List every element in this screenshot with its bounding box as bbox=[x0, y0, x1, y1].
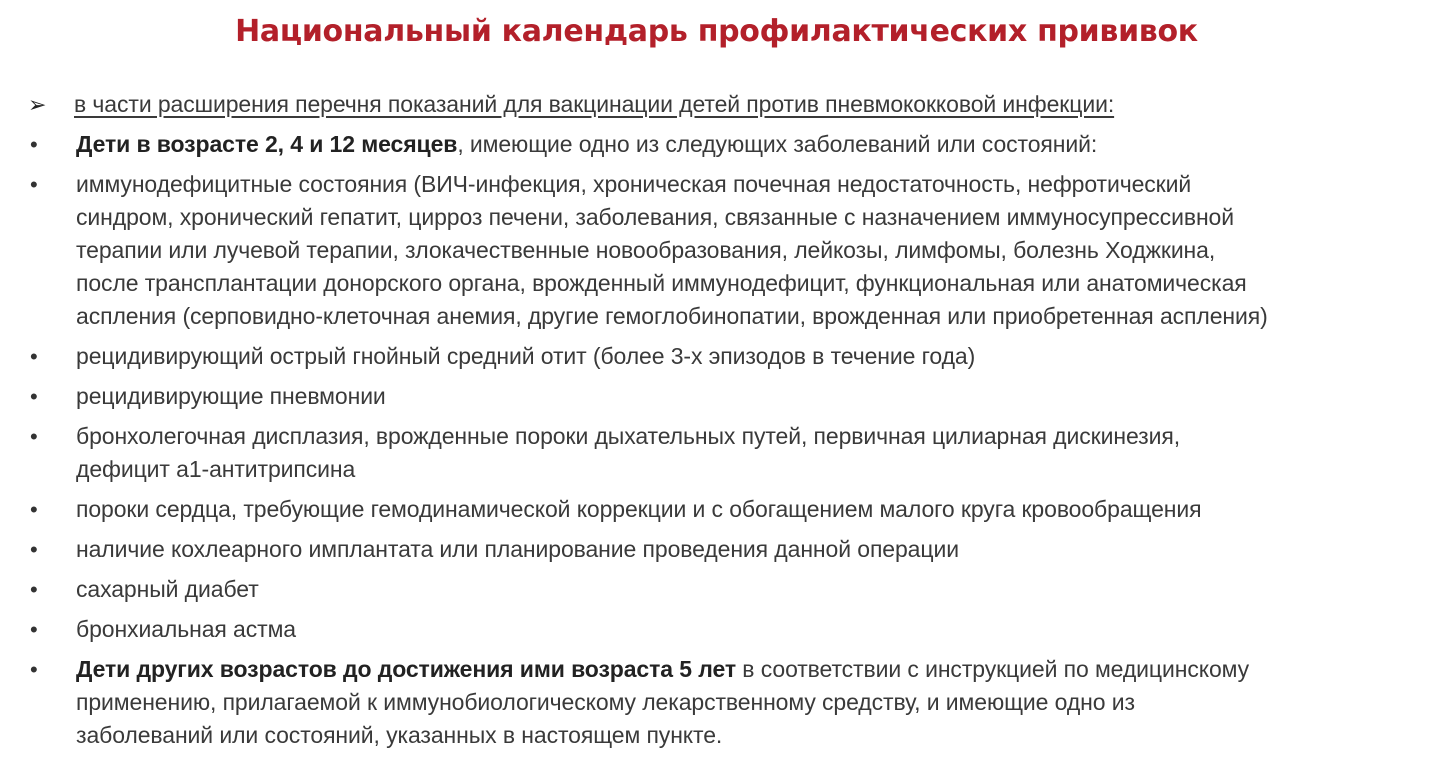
list-item-asthma bbox=[26, 613, 1416, 646]
bullet-icon: • bbox=[30, 344, 38, 369]
list-item-rest: , имеющие одно из следующих заболеваний или состояний: bbox=[457, 131, 1098, 157]
list-item-text: наличие кохлеарного имплантата или планирование проведения данной операции bbox=[76, 536, 959, 562]
bullet-icon: • bbox=[30, 384, 38, 409]
list-item-bold: Дети в возрасте 2, 4 и 12 месяцев bbox=[76, 131, 458, 157]
list-item-diabetes bbox=[26, 573, 1416, 606]
page-title: Национальный календарь профилактических прививок bbox=[235, 14, 1198, 49]
list-item-pneumonia bbox=[26, 380, 1416, 413]
bullet-icon: • bbox=[30, 497, 38, 522]
intro-item bbox=[26, 88, 1416, 121]
bullet-icon: • bbox=[30, 657, 38, 682]
bullet-icon: • bbox=[30, 424, 38, 449]
list-item-immunodeficiency bbox=[26, 168, 1416, 333]
list-item-bronchopulmonary bbox=[26, 420, 1416, 486]
content-list bbox=[26, 88, 1416, 752]
list-item-text: рецидивирующий острый гнойный средний отит (более 3-х эпизодов в течение года) bbox=[76, 343, 976, 369]
list-item-text: пороки сердца, требующие гемодинамической коррекции и с обогащением малого круга кровообращения bbox=[76, 496, 1202, 522]
list-item-text: бронхолегочная дисплазия, врожденные пороки дыхательных путей, первичная цилиарная дискинезия, дефицит а1-антитрипсина bbox=[76, 423, 1180, 482]
list-item-rest: в соответствии с инструкцией по медицинскому применению, прилагаемой к иммунобиологическому лекарственному средству, и имеющие одно из заболеваний или состояний, указанных в настоящем пункте. bbox=[76, 656, 1250, 748]
list-item-text bbox=[76, 128, 1416, 161]
bullet-icon: • bbox=[30, 617, 38, 642]
bullet-icon: • bbox=[30, 537, 38, 562]
list-item-cochlear-implant bbox=[26, 533, 1416, 566]
list-item-text: иммунодефицитные состояния (ВИЧ-инфекция, хроническая почечная недостаточность, нефротический синдром, хронический гепатит, цирроз печени, заболевания, связанные с назначением иммуносупрессивной терапии или лучевой терапии, злокачественные новообразования, лейкозы, лимфомы, болезнь Ходжкина, после трансплантации донорского органа, врожденный иммунодефицит, функциональная или анатомическая аспления (серповидно-клеточная анемия, другие гемоглобинопатии, врожденная или приобретенная аспления) bbox=[76, 171, 1268, 329]
list-item-text: рецидивирующие пневмонии bbox=[76, 383, 386, 409]
bullet-icon: • bbox=[30, 132, 38, 157]
list-item-other-ages bbox=[26, 653, 1416, 752]
list-item-text: сахарный диабет bbox=[76, 576, 259, 602]
bullet-icon: • bbox=[30, 172, 38, 197]
arrow-bullet-icon: ➢ bbox=[28, 92, 47, 117]
list-item-age-2-4-12 bbox=[26, 128, 1416, 161]
list-item-heart-defects bbox=[26, 493, 1416, 526]
bullet-icon: • bbox=[30, 577, 38, 602]
list-item-bold: Дети других возрастов до достижения ими возраста 5 лет bbox=[76, 656, 737, 682]
list-item-otitis bbox=[26, 340, 1416, 373]
intro-text: в части расширения перечня показаний для вакцинации детей против пневмококковой инфекции: bbox=[74, 91, 1115, 117]
list-item-text: бронхиальная астма bbox=[76, 616, 296, 642]
list-item-text bbox=[76, 653, 1416, 752]
